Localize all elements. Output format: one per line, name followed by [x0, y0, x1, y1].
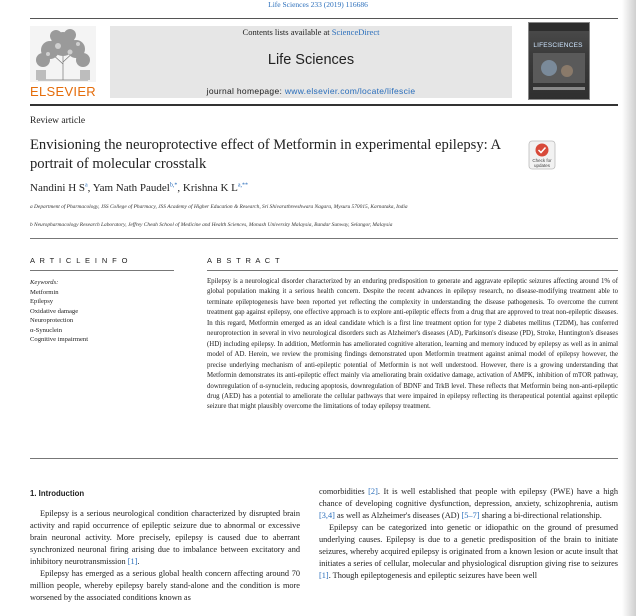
citation-link[interactable]: [1]	[319, 571, 329, 580]
author-affiliation-mark[interactable]: a,**	[237, 182, 249, 189]
header-divider-top	[30, 18, 618, 19]
cover-art-icon	[529, 23, 589, 99]
article-info-heading: A R T I C L E I N F O	[30, 256, 129, 265]
keyword: Cognitive impairment	[30, 336, 89, 343]
intro-text: as well as Alzheimer's diseases (AD)	[334, 511, 462, 520]
intro-paragraph	[319, 486, 618, 522]
check-for-updates-label[interactable]: Check for updates	[532, 158, 552, 168]
abstract-text: Epilepsy is a neurological disorder characterized by an enduring predisposition to generate and aggravate epileptic seizures affecting around 1% of global population making it a serious health concern. Despite the recent advances in epilepsy research, no disease-modifying treatment able to terminate epileptogenesis have been reported yet reflecting the complexity in understanding the disease pathogenesis. To overcome the current treatment gap against epilepsy, one effective approach is to explore anti-epileptic effects from a drug that are approved to treat non-epileptic diseases. In this regard, Metformin emerged as an ideal candidate which is a first line treatment option for type 2 diabetes mellitus (T2DM), has conferred neuroprotection in several in vivo neurological disorders such as Alzheimer's diseases (AD), Parkinson's disease (PD), Stroke, Huntington's diseases (HD) including epilepsy. In addition, Metformin has ameliorated cognitive alteration, learning and memory induced by epilepsy as well as in animal model of AD. Herein, we review the promising findings demonstrated upon Metformin treatment against animal model of epilepsy however, the precise underlying mechanism of anti-epileptic potential of Metformin is not well understood. However, there is a growing understanding that Metformin demonstrates its anti-epileptic effect mainly via ameliorating brain oxidative damage, activation of AMPK, inhibition of mTOR pathway, downregulation of α-synuclein, reducing apoptosis, downregulation of BDNF and TrkB level. These reflects that Metformin being non-anti-epileptic drug (AED) has a potential to ameliorate the cellular pathways that were impaired in epilepsy reflecting its therapeutical potential against epileptic seizure that might plausibly overcome the limitations of today epilepsy treatment.	[207, 278, 618, 411]
intro-text: . It is well established that people with epilepsy (PWE) have a high chance of developing cognitive dysfunction, depression, anxiety, schizophrenia, autism	[319, 487, 619, 508]
article-info-rule	[30, 270, 174, 271]
cover-title: LIFESCIENCES	[533, 42, 583, 49]
intro-text: .	[137, 557, 140, 566]
affiliation-a: a Department of Pharmacology, JSS College of Pharmacy, JSS Academy of Higher Education & Research, Sri Shivarathreeshwara Nagara, Mysuru 570015, Karnataka, India	[30, 204, 408, 210]
author-name[interactable]: Yam Nath Paudel	[92, 182, 170, 194]
journal-cover-thumbnail[interactable]	[528, 22, 590, 100]
intro-left-column	[30, 508, 300, 604]
author-name[interactable]: Krishna K L	[182, 182, 238, 194]
intro-text: . Though epileptogenesis and epileptic seizures have been well	[328, 571, 538, 580]
keyword: Epilepsy	[30, 298, 54, 305]
citation-link[interactable]: [1]	[127, 557, 138, 566]
keywords-label: Keywords:	[30, 279, 59, 286]
citation-link[interactable]: [5–7]	[461, 511, 480, 520]
intro-paragraph	[30, 508, 300, 568]
affiliation-b: b Neuropharmacology Research Laboratory, Jeffrey Cheah School of Medicine and Health Sciences, Monash University Malaysia, Bandar Sunway, Selangor, Malaysia	[30, 222, 393, 228]
paper-title: Envisioning the neuroprotective effect of Metformin in experimental epilepsy: A portrait of molecular crosstalk	[30, 137, 501, 172]
author-list: Nandini H $S^a$, Yam Nath Paudel$^{b,*}$, Krishna K $L^{a,**}$	[30, 182, 249, 194]
elsevier-wordmark[interactable]: ELSEVIER	[30, 84, 96, 99]
header-divider-bottom	[30, 104, 618, 106]
sciencedirect-link[interactable]: ScienceDirect	[331, 27, 380, 37]
homepage-line	[110, 86, 512, 96]
journal-citation[interactable]: Life Sciences 233 (2019) 116686	[268, 0, 368, 9]
contents-prefix: Contents lists available at	[242, 27, 332, 37]
homepage-prefix: journal homepage:	[206, 86, 285, 96]
article-type: Review article	[30, 116, 86, 126]
abstract-rule	[207, 270, 618, 271]
journal-homepage-link[interactable]: www.elsevier.com/locate/lifescie	[284, 86, 416, 96]
intro-right-column	[319, 486, 618, 582]
citation-link[interactable]: [2]	[368, 487, 378, 496]
intro-text: sharing a bi-directional relationship.	[479, 511, 602, 520]
author-affiliation-mark[interactable]: a	[85, 182, 88, 189]
intro-text: Epilepsy is a serious neurological condition characterized by disrupted brain activity and rapid occurrence of epileptic seizure due to abnormal or excessive brain neuronal activity. More precisely, epilepsy is caused due to aberrant synchronized neuronal firing arising due to imbalance between excitatory and inhibitory neurotransmission	[30, 509, 300, 566]
intro-paragraph	[319, 522, 618, 582]
author-affiliation-mark[interactable]: b,*	[169, 182, 178, 189]
page-edge-shadow	[622, 0, 636, 616]
journal-title: Life Sciences	[267, 52, 355, 68]
author-name[interactable]: Nandini H S	[30, 182, 85, 194]
keyword: α-Synuclein	[30, 326, 63, 334]
abstract-divider-bottom	[30, 458, 618, 459]
contents-line	[110, 27, 512, 37]
intro-text: comorbidities	[319, 487, 369, 496]
intro-text: Epilepsy can be categorized into genetic or idiopathic on the ground of presumed underlying causes. Epilepsy is due to a genetic predisposition of the brain to initiate seizures, whereby acquired epilepsy is originated from a known lesion or acute insult that initiates a series of cellular, molecular and physiological disruption giving rise to seizures	[319, 523, 618, 568]
keywords-list	[30, 278, 180, 345]
intro-paragraph	[30, 568, 300, 604]
abstract-heading: A B S T R A C T	[207, 256, 281, 265]
keyword: Metformin	[30, 288, 59, 296]
introduction-heading: 1. Introduction	[30, 489, 85, 498]
citation-link[interactable]: [3,4]	[319, 511, 335, 520]
keyword: Neuroprotection	[30, 317, 74, 324]
keyword: Oxidative damage	[30, 307, 79, 315]
intro-text: Epilepsy has emerged as a serious global health concern affecting around 70 million people, whereby epilepsy barely stand-alone and the condition is more worsened by the associated conditions known as	[30, 569, 300, 602]
section-divider	[30, 238, 618, 239]
